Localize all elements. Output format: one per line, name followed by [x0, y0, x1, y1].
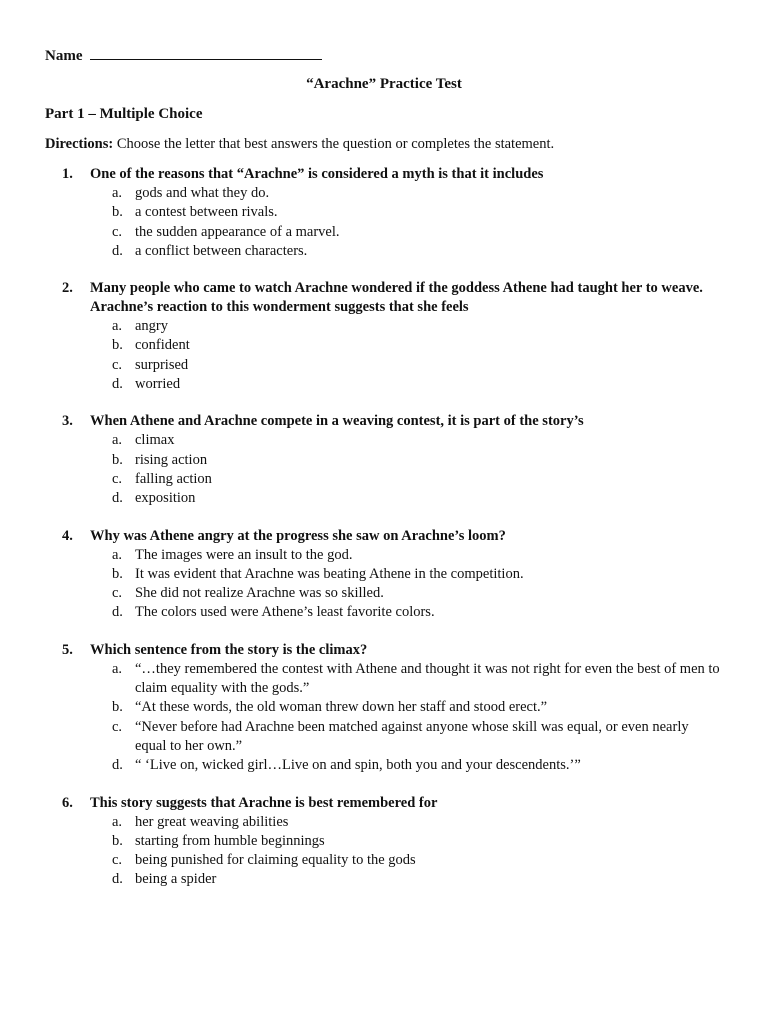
choice-text: “ ‘Live on, wicked girl…Live on and spin, both you and your descendents.’”	[135, 757, 581, 774]
choice-letter: b.	[112, 451, 123, 468]
choice-letter: a.	[112, 432, 123, 449]
choice-text: “At these words, the old woman threw down her staff and stood erect.”	[135, 699, 548, 716]
choice[interactable]	[112, 470, 722, 489]
question-stem	[62, 165, 722, 184]
choice-text: “…they remembered the contest with Athene and thought it was not right for even the best of men to claim equality with the gods.”	[135, 660, 720, 697]
choice-letter: d.	[112, 242, 123, 259]
choice-letter: a.	[112, 813, 123, 830]
choice-list	[112, 431, 722, 508]
question-text: When Athene and Arachne compete in a weaving contest, it is part of the story’s	[90, 413, 584, 430]
question-text: One of the reasons that “Arachne” is considered a myth is that it includes	[90, 166, 544, 182]
choice-text: worried	[135, 376, 181, 393]
question	[62, 165, 722, 261]
choice-text: She did not realize Arachne was so skilled.	[135, 585, 384, 602]
name-label: Name	[45, 48, 83, 64]
choice-list	[112, 317, 722, 394]
choice[interactable]	[112, 851, 722, 870]
question-stem	[62, 527, 722, 546]
question	[62, 279, 722, 394]
directions	[45, 136, 554, 153]
choice[interactable]	[112, 317, 722, 336]
choice[interactable]	[112, 431, 722, 450]
choice[interactable]	[112, 660, 722, 699]
question	[62, 794, 722, 890]
question-text: Many people who came to watch Arachne wondered if the goddess Athene had taught her to weave. Arachne’s reaction to this wonderment suggests that she feels	[90, 280, 703, 316]
question-number: 3.	[62, 413, 73, 430]
question-text: This story suggests that Arachne is best remembered for	[90, 794, 438, 811]
choice[interactable]	[112, 223, 722, 242]
choice-list	[112, 184, 722, 261]
choice-text: climax	[135, 432, 175, 449]
choice-letter: c.	[112, 585, 123, 602]
choice[interactable]	[112, 375, 722, 394]
choice-text: a contest between rivals.	[135, 204, 278, 221]
directions-label: Directions:	[45, 136, 114, 152]
choice-list	[112, 660, 722, 776]
choice[interactable]	[112, 451, 722, 470]
question-number: 2.	[62, 280, 73, 297]
question	[62, 412, 722, 508]
choice[interactable]	[112, 832, 722, 851]
choice-text: gods and what they do.	[135, 185, 270, 201]
choice[interactable]	[112, 813, 722, 832]
choice-letter: a.	[112, 318, 123, 335]
choice[interactable]	[112, 565, 722, 584]
choice-letter: c.	[112, 356, 123, 373]
choice-text: her great weaving abilities	[135, 813, 289, 830]
choice-letter: d.	[112, 757, 123, 774]
choice[interactable]	[112, 546, 722, 565]
question-text: Which sentence from the story is the climax?	[90, 641, 368, 658]
choice-letter: c.	[112, 223, 123, 240]
choice[interactable]	[112, 718, 722, 757]
question-number: 6.	[62, 794, 73, 811]
question-stem	[62, 412, 722, 431]
choice[interactable]	[112, 336, 722, 355]
choice-letter: d.	[112, 376, 123, 393]
directions-text: Choose the letter that best answers the question or completes the statement.	[116, 136, 555, 152]
choice-text: starting from humble beginnings	[135, 832, 325, 849]
choice-text: It was evident that Arachne was beating Athene in the competition.	[135, 565, 524, 582]
name-line	[45, 45, 322, 65]
choice-letter: a.	[112, 185, 123, 201]
choice-text: exposition	[135, 490, 196, 507]
choice-letter: d.	[112, 490, 123, 507]
choice[interactable]	[112, 356, 722, 375]
choice[interactable]	[112, 698, 722, 717]
choice[interactable]	[112, 584, 722, 603]
choice[interactable]	[112, 756, 722, 775]
choice-letter: b.	[112, 204, 123, 221]
choice[interactable]	[112, 489, 722, 508]
choice-text: The images were an insult to the god.	[135, 546, 353, 563]
choice-letter: b.	[112, 699, 123, 716]
question-text: Why was Athene angry at the progress she saw on Arachne’s loom?	[90, 527, 506, 544]
question-list	[62, 165, 722, 908]
choice-letter: c.	[112, 470, 123, 487]
name-blank-field[interactable]	[90, 45, 322, 60]
question-stem	[62, 641, 722, 660]
page-title: “Arachne” Practice Test	[306, 76, 462, 92]
question-stem	[62, 279, 722, 317]
part-heading: Part 1 – Multiple Choice	[45, 106, 203, 122]
choice-list	[112, 813, 722, 890]
choice-letter: d.	[112, 604, 123, 621]
choice-list	[112, 546, 722, 623]
question	[62, 527, 722, 623]
question	[62, 641, 722, 776]
choice-text: surprised	[135, 356, 189, 373]
choice-text: being punished for claiming equality to the gods	[135, 852, 416, 869]
choice-text: The colors used were Athene’s least favorite colors.	[135, 604, 435, 621]
choice-text: a conflict between characters.	[135, 242, 308, 259]
question-number: 1.	[62, 166, 73, 182]
choice-text: confident	[135, 337, 190, 354]
question-number: 4.	[62, 527, 73, 544]
choice-letter: c.	[112, 718, 123, 735]
choice-letter: b.	[112, 565, 123, 582]
choice-text: angry	[135, 318, 169, 335]
choice-text: rising action	[135, 451, 208, 468]
choice[interactable]	[112, 870, 722, 889]
choice[interactable]	[112, 203, 722, 222]
choice[interactable]	[112, 242, 722, 261]
question-number: 5.	[62, 641, 73, 658]
choice-letter: b.	[112, 832, 123, 849]
choice-text: falling action	[135, 470, 212, 487]
choice-letter: a.	[112, 660, 123, 677]
choice-letter: c.	[112, 852, 123, 869]
choice-letter: b.	[112, 337, 123, 354]
choice-text: “Never before had Arachne been matched against anyone whose skill was equal, or even nearly equal to her own.”	[135, 718, 689, 754]
choice-letter: d.	[112, 871, 123, 888]
choice-text: being a spider	[135, 871, 217, 888]
choice-letter: a.	[112, 546, 123, 563]
choice-text: the sudden appearance of a marvel.	[135, 223, 340, 240]
choice[interactable]	[112, 184, 722, 203]
choice[interactable]	[112, 603, 722, 622]
question-stem	[62, 794, 722, 813]
